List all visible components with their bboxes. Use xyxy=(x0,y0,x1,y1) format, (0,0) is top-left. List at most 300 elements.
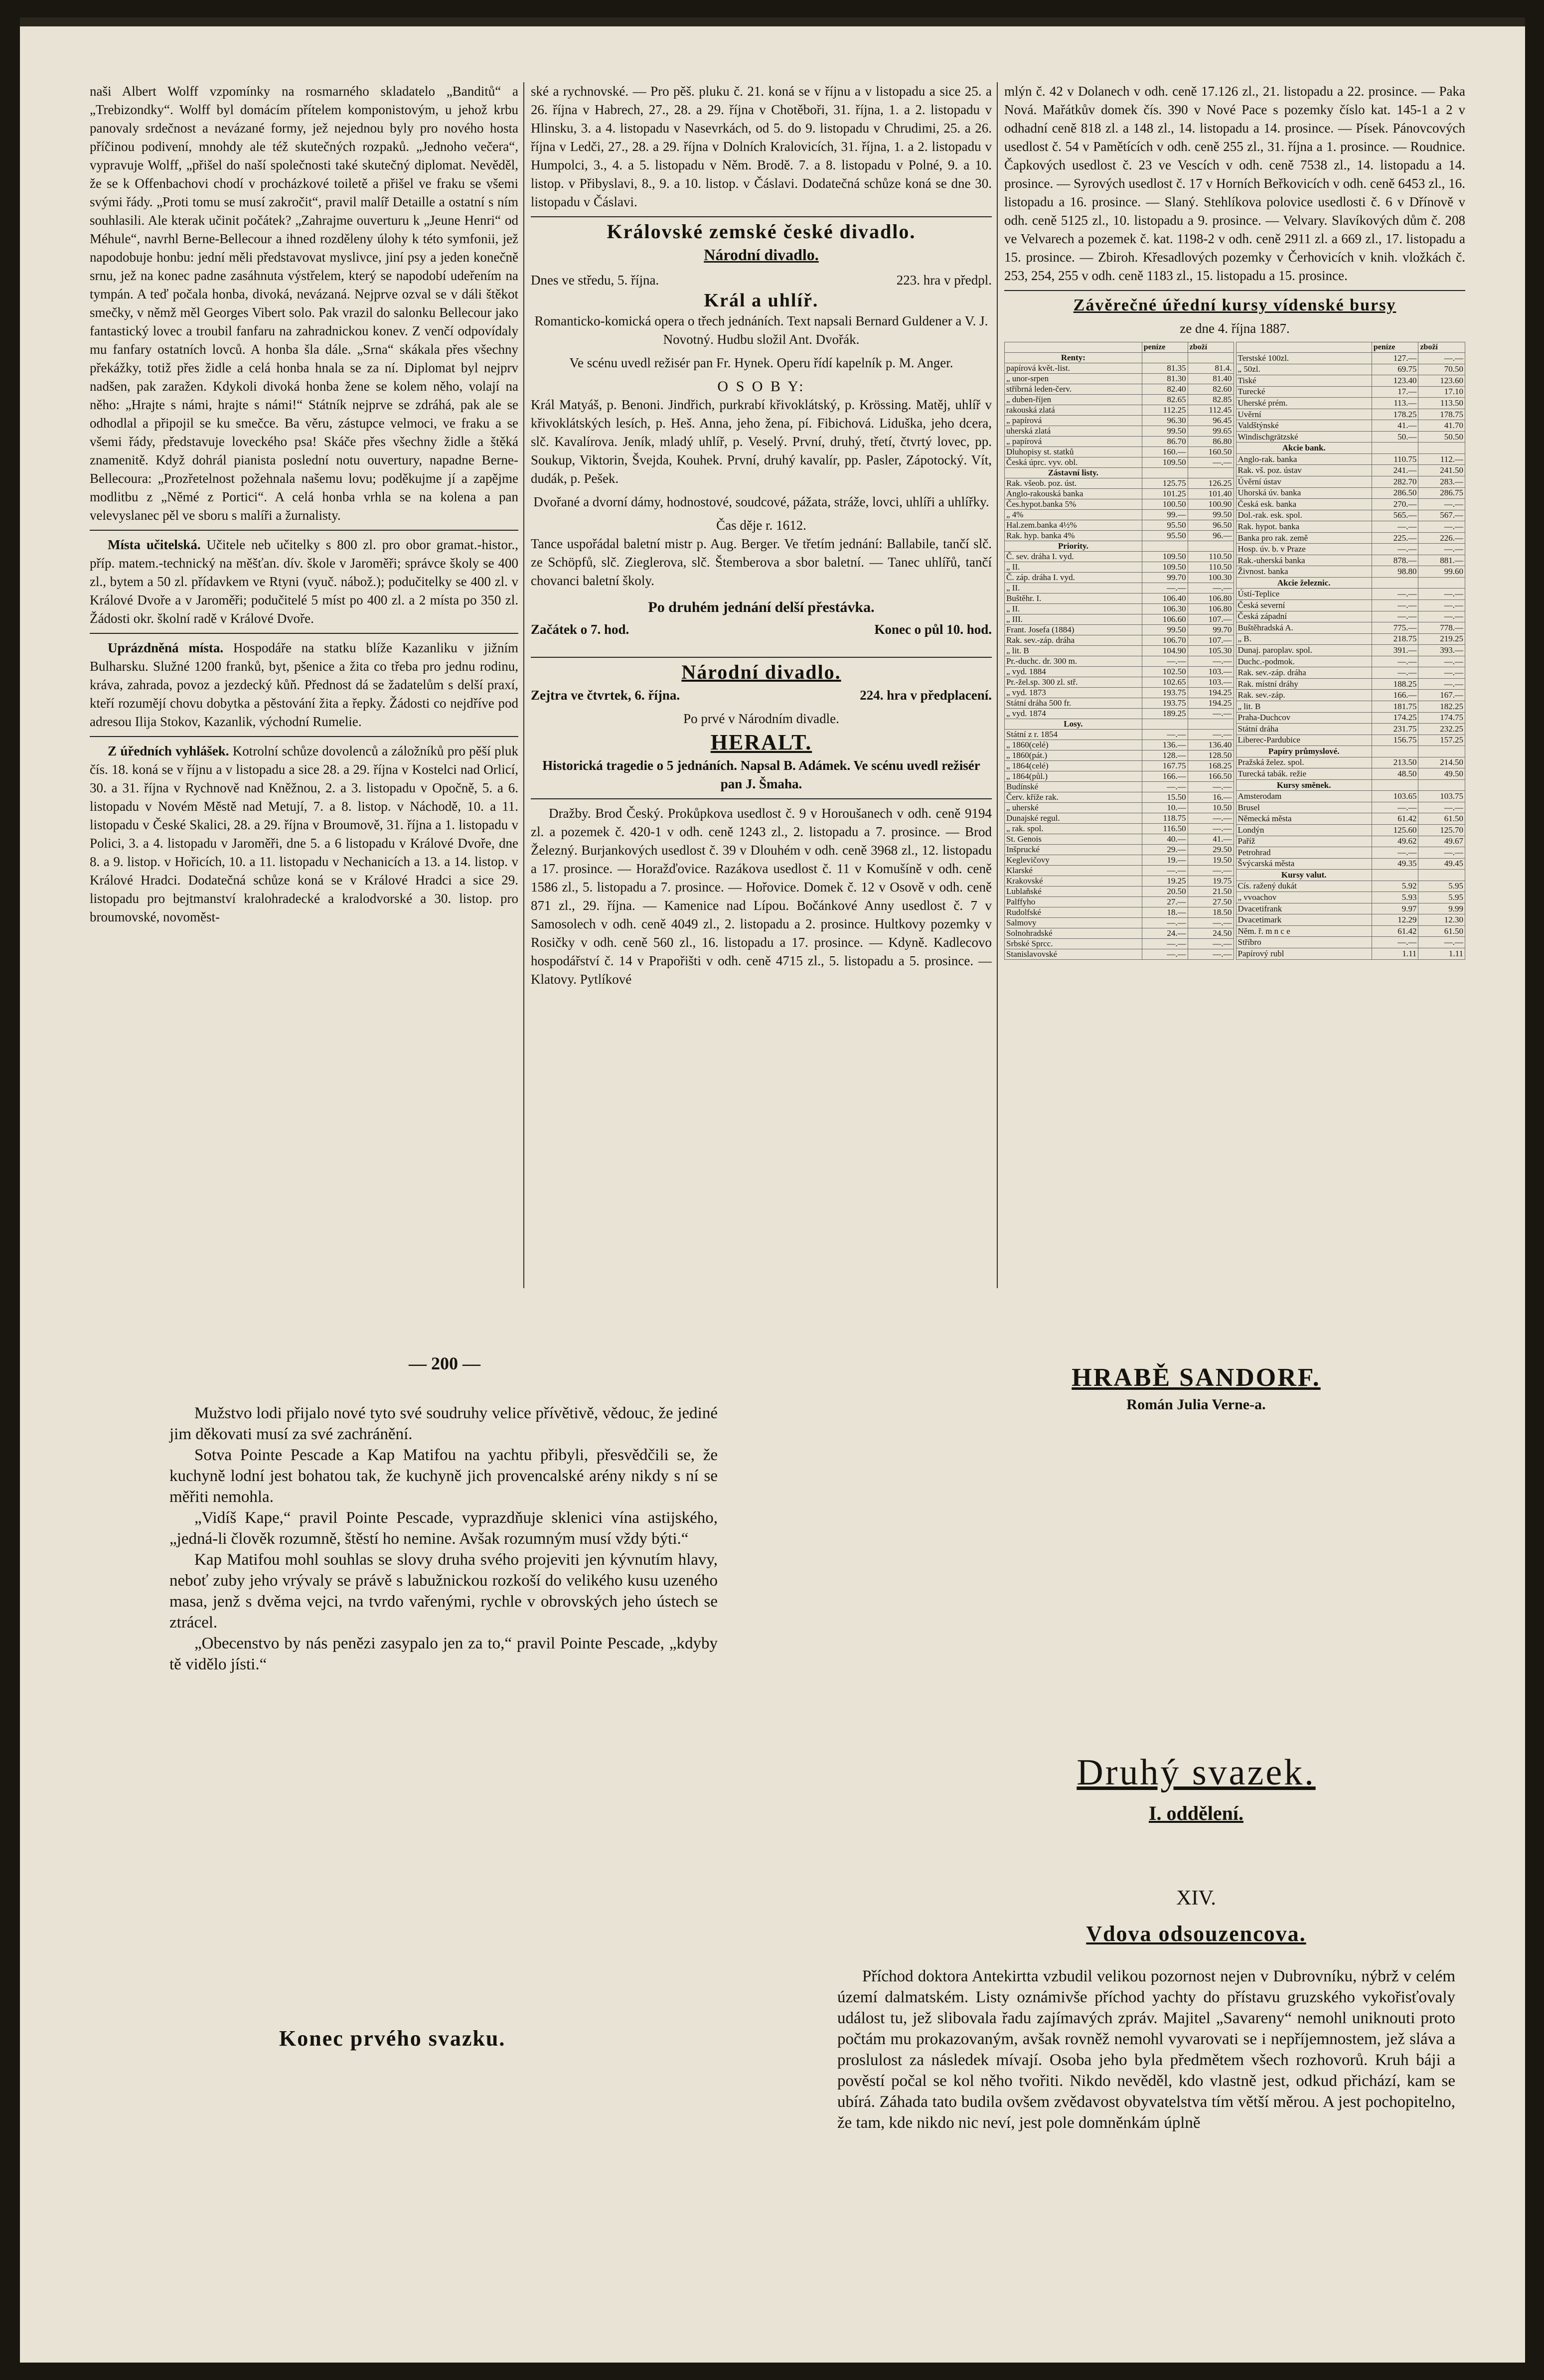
upraz-text: Hospodáře na statku blíže Kazanliku v jižním Bulharsku. Služné 1200 franků, byt, pšenice a žita co třeba pro jednu rodinu, kráva, zahrada, povoz a jezdecký kůň. Přednost dá se žadatelům s delší praxí, kteří rozumějí chovu dobytka a pěstování žita a řepky. Žádosti co nejdříve pod adresou Ilija Stokov, Kazanlik, východní Rumelie. xyxy=(90,640,518,729)
price-cell: —.— xyxy=(1372,544,1418,555)
security-name: Rak.-uherská banka xyxy=(1236,555,1372,566)
security-name: Česká úprc. vyv. obl. xyxy=(1005,457,1142,468)
story-paragraph: Sotva Pointe Pescade a Kap Matifou na yachtu přibyli, přesvědčili se, že kuchyně lodní jest bohatou tak, že kuchyně jich provencalské arény nikdy s ní se měřiti nemohla. xyxy=(169,1446,718,1506)
price-cell: 214.50 xyxy=(1418,757,1465,768)
security-name: Dvacetimark xyxy=(1236,914,1372,926)
story-right xyxy=(837,1966,1455,2345)
table-row xyxy=(1236,779,1465,791)
price-cell: 136.— xyxy=(1142,740,1188,750)
security-name: „ 1860(pát.) xyxy=(1005,750,1142,761)
security-name: „ II. xyxy=(1005,583,1142,594)
table-row xyxy=(1236,701,1465,712)
price-cell: —.— xyxy=(1188,918,1234,928)
price-cell: 19.25 xyxy=(1142,876,1188,887)
price-cell: 286.50 xyxy=(1372,487,1418,499)
security-name: Solnohradské xyxy=(1005,928,1142,939)
price-cell: 5.95 xyxy=(1418,881,1465,892)
price-cell: 20.50 xyxy=(1142,887,1188,897)
theatre-heading: Královské zemské české divadlo. xyxy=(607,220,916,243)
section-title: I. oddělení. xyxy=(1148,1802,1244,1824)
price-cell: 103.— xyxy=(1188,677,1234,688)
price-cell: 21.50 xyxy=(1188,887,1234,897)
price-cell: 49.35 xyxy=(1372,858,1418,870)
table-row xyxy=(1236,375,1465,387)
price-cell: 103.75 xyxy=(1418,791,1465,802)
security-name: Uvěrní xyxy=(1236,409,1372,420)
price-cell: 241.— xyxy=(1372,465,1418,476)
table-row xyxy=(1236,836,1465,847)
security-name: Cís. ražený dukát xyxy=(1236,881,1372,892)
table-row xyxy=(1005,353,1234,363)
table-row xyxy=(1005,363,1234,374)
price-cell: —.— xyxy=(1372,656,1418,667)
table-row xyxy=(1236,510,1465,521)
divider xyxy=(90,633,518,634)
price-cell xyxy=(1372,746,1418,757)
price-cell: —.— xyxy=(1142,782,1188,792)
price-cell: 99.— xyxy=(1142,510,1188,520)
price-cell: 110.50 xyxy=(1188,562,1234,573)
table-row xyxy=(1005,499,1234,510)
table-row xyxy=(1005,573,1234,583)
price-cell: 106.40 xyxy=(1142,594,1188,604)
price-cell: —.— xyxy=(1142,866,1188,876)
table-header xyxy=(1236,342,1372,353)
table-row xyxy=(1005,541,1234,552)
security-name: Dunajské regul. xyxy=(1005,813,1142,824)
date-right: 223. hra v předpl. xyxy=(896,273,992,288)
price-cell: —.— xyxy=(1418,353,1465,364)
security-name: Dol.-rak. esk. spol. xyxy=(1236,510,1372,521)
table-row xyxy=(1005,939,1234,949)
table-row xyxy=(1236,656,1465,667)
price-cell: 82.60 xyxy=(1188,384,1234,395)
table-row xyxy=(1005,457,1234,468)
security-name: Rak. všeob. poz. úst. xyxy=(1005,478,1142,489)
price-cell: 123.60 xyxy=(1418,375,1465,387)
security-name: „ II. xyxy=(1005,604,1142,614)
table-row xyxy=(1236,532,1465,544)
table-header: zboží xyxy=(1188,342,1234,353)
security-name: „ rak. spol. xyxy=(1005,824,1142,834)
price-cell: —.— xyxy=(1418,499,1465,510)
table-row xyxy=(1236,409,1465,420)
price-cell: —.— xyxy=(1372,589,1418,600)
table-row xyxy=(1236,431,1465,443)
price-cell: 156.75 xyxy=(1372,735,1418,746)
price-cell: 86.80 xyxy=(1188,437,1234,447)
price-cell: 100.90 xyxy=(1188,499,1234,510)
table-row xyxy=(1236,746,1465,757)
price-cell: 99.60 xyxy=(1418,566,1465,578)
story-paragraph: „Vidíš Kape,“ pravil Pointe Pescade, vyprazdňuje sklenici vína astijského, „jedná-li člověk rozumně, štěstí ho nemine. Avšak rozumným musí vždy býti.“ xyxy=(169,1509,718,1548)
table-row xyxy=(1005,782,1234,792)
price-cell: 102.65 xyxy=(1142,677,1188,688)
table-row xyxy=(1005,803,1234,813)
price-cell: 9.99 xyxy=(1418,903,1465,914)
table-row xyxy=(1236,735,1465,746)
security-name: „ vyd. 1884 xyxy=(1005,667,1142,677)
table-row xyxy=(1236,870,1465,881)
price-cell xyxy=(1418,870,1465,881)
price-cell: 157.25 xyxy=(1418,735,1465,746)
security-name: „ B. xyxy=(1236,633,1372,645)
price-cell: 5.95 xyxy=(1418,892,1465,903)
table-row xyxy=(1236,858,1465,870)
price-cell: 174.25 xyxy=(1372,712,1418,724)
security-name: Keglevičovy xyxy=(1005,855,1142,866)
table-row xyxy=(1005,478,1234,489)
security-name: Uhorská úv. banka xyxy=(1236,487,1372,499)
security-name: Rak. sev.-záp. dráha xyxy=(1005,635,1142,646)
table-row xyxy=(1236,914,1465,926)
price-cell: 567.— xyxy=(1418,510,1465,521)
table-row xyxy=(1005,834,1234,845)
security-name: Akcie železnic. xyxy=(1236,577,1372,589)
column-divider xyxy=(997,82,998,1288)
security-name: „ vyd. 1873 xyxy=(1005,688,1142,698)
price-cell: 178.75 xyxy=(1418,409,1465,420)
security-name: Windischgrätzské xyxy=(1236,431,1372,443)
security-name: Krakovské xyxy=(1005,876,1142,887)
novel-author: Román Julia Verne-a. xyxy=(1126,1396,1266,1413)
pause-note: Po druhém jednání delší přestávka. xyxy=(648,599,875,615)
table-row xyxy=(1236,824,1465,836)
table-row xyxy=(1005,416,1234,426)
table-row xyxy=(1236,948,1465,959)
end-time: Konec o půl 10. hod. xyxy=(874,622,992,637)
security-name: „ vvoachov xyxy=(1236,892,1372,903)
table-row xyxy=(1236,678,1465,690)
price-cell: —.— xyxy=(1418,656,1465,667)
price-cell xyxy=(1372,577,1418,589)
security-name: Frant. Josefa (1884) xyxy=(1005,625,1142,635)
table-row xyxy=(1236,937,1465,948)
table-row xyxy=(1005,614,1234,625)
price-cell xyxy=(1418,443,1465,454)
price-cell: 15.50 xyxy=(1142,792,1188,803)
security-name: Turecké xyxy=(1236,386,1372,398)
price-cell: 95.50 xyxy=(1142,520,1188,531)
table-row xyxy=(1005,395,1234,405)
price-cell: 27.50 xyxy=(1188,897,1234,907)
table-header: peníze xyxy=(1372,342,1418,353)
table-row xyxy=(1005,824,1234,834)
security-name: Srbské Sprcc. xyxy=(1005,939,1142,949)
page-number: — 200 — xyxy=(409,1353,480,1373)
upraz-section xyxy=(90,639,518,731)
price-cell xyxy=(1418,746,1465,757)
price-cell: 112.25 xyxy=(1142,405,1188,416)
price-cell: 168.25 xyxy=(1188,761,1234,771)
end-of-volume: Konec prvého svazku. xyxy=(279,2026,506,2051)
table-row xyxy=(1236,768,1465,780)
price-cell: 106.60 xyxy=(1142,614,1188,625)
table-row xyxy=(1236,364,1465,375)
security-name: „ 1860(celé) xyxy=(1005,740,1142,750)
security-name: Rudolfské xyxy=(1005,907,1142,918)
price-cell: 110.50 xyxy=(1188,552,1234,562)
table-row xyxy=(1005,594,1234,604)
price-cell: 12.30 xyxy=(1418,914,1465,926)
price-cell: 188.25 xyxy=(1372,678,1418,690)
price-cell: 49.62 xyxy=(1372,836,1418,847)
price-cell: 125.70 xyxy=(1418,824,1465,836)
price-cell: 103.65 xyxy=(1372,791,1418,802)
security-name: Anglo-rak. banka xyxy=(1236,453,1372,465)
table-row xyxy=(1236,813,1465,825)
table-row xyxy=(1236,600,1465,611)
price-cell: 95.50 xyxy=(1142,531,1188,541)
upraz-heading: Uprázdněná místa. xyxy=(108,640,224,655)
table-row xyxy=(1005,447,1234,457)
security-name: Úvěrní ústav xyxy=(1236,476,1372,488)
security-name: „ 1864(celé) xyxy=(1005,761,1142,771)
table-row xyxy=(1236,521,1465,533)
price-cell: 50.— xyxy=(1372,431,1418,443)
price-cell: —.— xyxy=(1142,730,1188,740)
security-name: Německá města xyxy=(1236,813,1372,825)
tomorrow-right: 224. hra v předplacení. xyxy=(860,688,992,703)
price-cell: —.— xyxy=(1372,600,1418,611)
urad-heading: Z úředních vyhlášek. xyxy=(108,744,229,758)
price-cell: 99.70 xyxy=(1142,573,1188,583)
price-cell: 109.50 xyxy=(1142,457,1188,468)
price-cell: 166.— xyxy=(1142,771,1188,782)
price-cell: 61.50 xyxy=(1418,813,1465,825)
price-cell: —.— xyxy=(1418,611,1465,622)
price-cell: 1.11 xyxy=(1372,948,1418,959)
price-cell: 18.— xyxy=(1142,907,1188,918)
price-cell: —.— xyxy=(1372,521,1418,533)
security-name: Rak. vš. poz. ústav xyxy=(1236,465,1372,476)
price-cell: 99.50 xyxy=(1142,426,1188,437)
page-top-border xyxy=(20,17,1525,26)
urad-section xyxy=(90,742,518,926)
security-name: Kursy valut. xyxy=(1236,870,1372,881)
wolff-article: naši Albert Wolff vzpomínky na rosmarného skladatelo „Banditů“ a „Trebizondky“. Wolff byl domácím přítelem komponistovým, u jehož krbu panovaly srdečnost a nevázané formy, jež nejednou byly pro nového hosta příčinou podivení, mnohdy ale též skutečných rozpaků. „Jednoho večera“, vypravuje Wolff, „přišel do naší společnosti také skutečný diplomat. Nevěděl, že se k Offenbachovi chodí v procházkové toiletě a přišel ve fraku se všemi svými řády. „Proti tomu se musí zakročit“, pravil malíř Detaille a ostatní s ním souhlasili. Ale kterak učinit počátek? „Zahrajme ouverturu k „Jeune Henri“ od Méhule“, navrhl Berne-Bellecour a ihned rozděleny úlohy k této symfonii, jež napodobuje honbu: jední měli představovat myslivce, jiní psy a jeden konečně srnu, jež na konec padne zasáhnuta výstřelem, který se napodobí udeřením na tympán. A teď počala honba, divoká, nevázaná. Nejprve ozval se v dáli štěkot smečky, v němž měl Georges Vibert solo. Pak vrazil do salonku Bellecour jako fantastický lovec a troubil fanfaru na zahradnickou konev. Z venčí odpovídaly mu fanfary ostatních lovců. A honba šla dále. „Srna“ skákala přes všechny překážky, totiž přes židle a celá honba hnala se za ní. Diplomat byl nejprv nadšen, pak zaražen. Kdykoli divoká honba žene se kolem něho, volají na něho: „Hrajte s námi, hrajte s námi!“ Státník nejprve se zdráhá, pak ale se odhodlal a připojil se ku smečce. Ba věru, zástupce velmoci, ve fraku a se všemi řády, představuje loveckého psa! Skáče přes všechny židle a štěká znamenitě. Když dohrál pianista poslední notu ouvertury, napadne Berne-Bellecoura: „Prozřetelnost požehnala našemu lovu; poděkujme jí a zapějme modlitbu z „Němé z Portici“. A celá honba vrhla se na kolena a pan velevyslanec pěl ve sboru s malíři a žurnalisty. xyxy=(90,84,518,523)
price-cell: 99.70 xyxy=(1188,625,1234,635)
security-name: Rak. místní dráhy xyxy=(1236,678,1372,690)
security-name: „ 4% xyxy=(1005,510,1142,520)
price-cell: 283.— xyxy=(1418,476,1465,488)
security-name: Stanislavovské xyxy=(1005,949,1142,960)
table-row xyxy=(1005,771,1234,782)
table-row xyxy=(1005,625,1234,635)
price-cell: 27.— xyxy=(1142,897,1188,907)
price-cell: 41.— xyxy=(1188,834,1234,845)
price-cell: 127.— xyxy=(1372,353,1418,364)
price-cell: —.— xyxy=(1418,678,1465,690)
divider xyxy=(90,530,518,531)
table-row xyxy=(1005,667,1234,677)
security-name: „ vyd. 1874 xyxy=(1005,709,1142,719)
security-name: Salmovy xyxy=(1005,918,1142,928)
price-cell: 123.40 xyxy=(1372,375,1418,387)
price-cell: —.— xyxy=(1418,589,1465,600)
price-cell: 100.50 xyxy=(1142,499,1188,510)
price-cell: 24.— xyxy=(1142,928,1188,939)
price-cell: 70.50 xyxy=(1418,364,1465,375)
security-name: Buštěhr. I. xyxy=(1005,594,1142,604)
price-cell: —.— xyxy=(1418,521,1465,533)
table-row xyxy=(1236,892,1465,903)
column-1 xyxy=(90,82,518,1288)
chapter-title: Vdova odsouzencova. xyxy=(1086,1922,1306,1946)
table-row xyxy=(1005,855,1234,866)
table-row xyxy=(1005,949,1234,960)
security-name: papírová květ.-list. xyxy=(1005,363,1142,374)
price-cell xyxy=(1372,443,1418,454)
price-cell: 24.50 xyxy=(1188,928,1234,939)
table-row xyxy=(1005,750,1234,761)
table-row xyxy=(1005,374,1234,384)
volume-title: Druhý svazek. xyxy=(1077,1752,1316,1793)
table-row xyxy=(1005,562,1234,573)
price-cell: —.— xyxy=(1188,709,1234,719)
price-cell: 213.50 xyxy=(1372,757,1418,768)
price-cell: —.— xyxy=(1142,939,1188,949)
security-name: Dunaj. paroplav. spol. xyxy=(1236,645,1372,656)
security-name: Paříž xyxy=(1236,836,1372,847)
price-cell: 118.75 xyxy=(1142,813,1188,824)
table-row xyxy=(1236,589,1465,600)
date-left: Dnes ve středu, 5. října. xyxy=(531,273,659,288)
tomorrow-line xyxy=(531,686,992,705)
price-cell: 16.— xyxy=(1188,792,1234,803)
time-of-action: Čas děje r. 1612. xyxy=(716,518,806,533)
security-name: Zástavní listy. xyxy=(1005,468,1142,478)
price-cell: —.— xyxy=(1372,611,1418,622)
table-row xyxy=(1236,903,1465,914)
schuze-text: ské a rychnovské. — Pro pěš. pluku č. 21. koná se v říjnu a v listopadu a sice 25. a 26. října v Habrech, 27., 28. a 29. října v Chotěboři, 31. října, 1. a 2. listopadu v Hlinsku, 3. a 4. listopadu v Nasevrkách, od 5. do 9. listopadu v Chrudimi, 25. a 26. října v Ledči, 27., 28. a 29. října v Dolních Kralovicích, 31. října, 1. a 2. listopadu v Humpolci, 3., 4. a 5. listopadu v Něm. Brodě. 7. a 8. listopadu v Polné, 9. a 10. listop. v Přibyslavi, 8., 9. a 10. listop. v Čáslavi. Dodatečná schůze koná se dne 30. listopadu v Čáslavi. xyxy=(531,84,992,209)
security-name: Hal.zem.banka 4½% xyxy=(1005,520,1142,531)
price-cell: 82.40 xyxy=(1142,384,1188,395)
table-row xyxy=(1236,611,1465,622)
price-cell: 181.75 xyxy=(1372,701,1418,712)
security-name: Č. sev. dráha I. vyd. xyxy=(1005,552,1142,562)
security-name: Rak. hyp. banka 4% xyxy=(1005,531,1142,541)
security-name: rakouská zlatá xyxy=(1005,405,1142,416)
table-row xyxy=(1236,453,1465,465)
price-cell: 49.67 xyxy=(1418,836,1465,847)
price-cell: —.— xyxy=(1188,656,1234,667)
table-row xyxy=(1236,544,1465,555)
price-cell: 775.— xyxy=(1372,622,1418,634)
price-cell: 189.25 xyxy=(1142,709,1188,719)
table-row xyxy=(1005,730,1234,740)
price-cell xyxy=(1142,353,1188,363)
price-cell: 40.— xyxy=(1142,834,1188,845)
story-paragraph: „Obecenstvo by nás penězi zasypalo jen za to,“ pravil Pointe Pescade, „kdyby tě vidělo jísti.“ xyxy=(169,1635,718,1673)
table-row xyxy=(1005,740,1234,750)
table-row xyxy=(1236,353,1465,364)
table-row xyxy=(1005,468,1234,478)
table-row xyxy=(1005,709,1234,719)
price-cell xyxy=(1142,541,1188,552)
table-row xyxy=(1005,876,1234,887)
security-name: Akcie bank. xyxy=(1236,443,1372,454)
kursy-table-left xyxy=(1004,342,1234,960)
price-cell: —.— xyxy=(1418,937,1465,948)
price-cell: 41.— xyxy=(1372,420,1418,432)
price-cell: 565.— xyxy=(1372,510,1418,521)
price-cell: 81.35 xyxy=(1142,363,1188,374)
table-row xyxy=(1005,792,1234,803)
security-name: uherská zlatá xyxy=(1005,426,1142,437)
price-cell: 50.50 xyxy=(1418,431,1465,443)
table-row xyxy=(1236,690,1465,701)
price-cell: —.— xyxy=(1188,782,1234,792)
price-cell: —.— xyxy=(1372,847,1418,859)
table-row xyxy=(1005,552,1234,562)
table-row xyxy=(1005,719,1234,730)
osoby-heading: O S O B Y: xyxy=(717,378,805,395)
price-cell: 81.4. xyxy=(1188,363,1234,374)
mista-text: Učitele neb učitelky s 800 zl. pro obor gramat.-histor., příp. matem.-technický na měšťan. dív. škole v Jaroměři; správce školy se 400 zl., bytem a 50 zl. přídavkem ve Rtyni (vyuč. nábož.); podučitelky se 400 zl. v Králové Dvoře a v Jaroměři; podučitelé 5 míst po 400 zl. a 2 místa po 350 zl. Žádosti okr. školní radě v Králové Dvoře. xyxy=(90,537,518,626)
price-cell xyxy=(1142,468,1188,478)
kursy-heading: Závěrečné úřední kursy vídenské bursy xyxy=(1073,296,1396,314)
price-cell: 193.75 xyxy=(1142,698,1188,709)
price-cell: —.— xyxy=(1188,949,1234,960)
price-cell: —.— xyxy=(1142,949,1188,960)
price-cell xyxy=(1418,577,1465,589)
price-cell: 100.30 xyxy=(1188,573,1234,583)
price-cell: 125.75 xyxy=(1142,478,1188,489)
divider xyxy=(1004,290,1465,291)
security-name: Buštěhradská A. xyxy=(1236,622,1372,634)
price-cell xyxy=(1142,719,1188,730)
price-cell: —.— xyxy=(1372,667,1418,679)
security-name: Petrohrad xyxy=(1236,847,1372,859)
table-row xyxy=(1005,437,1234,447)
price-cell: 10.50 xyxy=(1188,803,1234,813)
table-row xyxy=(1236,667,1465,679)
price-cell: 61.42 xyxy=(1372,813,1418,825)
table-row xyxy=(1005,405,1234,416)
security-name: „ papírová xyxy=(1005,416,1142,426)
price-cell: —.— xyxy=(1418,847,1465,859)
table-row xyxy=(1005,646,1234,656)
price-cell: 178.25 xyxy=(1372,409,1418,420)
chapter-number: XIV. xyxy=(1176,1887,1216,1910)
table-row xyxy=(1005,907,1234,918)
price-cell: 96.50 xyxy=(1188,520,1234,531)
table-row xyxy=(1236,476,1465,488)
price-cell: 282.70 xyxy=(1372,476,1418,488)
table-row xyxy=(1236,724,1465,735)
table-header: peníze xyxy=(1142,342,1188,353)
table-header xyxy=(1005,342,1142,353)
table-row xyxy=(1005,887,1234,897)
price-cell: 1.11 xyxy=(1418,948,1465,959)
security-name: Česká severní xyxy=(1236,600,1372,611)
security-name: Stříbro xyxy=(1236,937,1372,948)
price-cell: 174.75 xyxy=(1418,712,1465,724)
first-time: Po prvé v Národním divadle. xyxy=(683,711,839,726)
security-name: Švýcarská města xyxy=(1236,858,1372,870)
security-name: „ lit. B xyxy=(1005,646,1142,656)
table-row xyxy=(1005,897,1234,907)
table-row xyxy=(1005,531,1234,541)
price-cell: 69.75 xyxy=(1372,364,1418,375)
price-cell: —.— xyxy=(1372,802,1418,813)
urad-text: Kotrolní schůze dovolenců a záložníků pro pěší pluk čís. 18. koná se v říjnu a v listopadu a sice 28. a 29. října v Kostelci nad Orlicí, 30. a 31. října v Rychnově nad Kněžnou, 2. a 3. listopadu v Opočně, 5. a 6. listopadu v Novém Městě nad Metují, 7. a 8. listop. v Náchodě, 10. a 11. listopadu v České Skalici, 28. a 29. října v Broumově, 31. října a 1. listopadu v Polici, 3. a 4. listopadu v Jaroměři, dne 5. a 6 listopadu v Králové Dvoře, dne 8. a 9. listop. v Hořicích, 10. a 11. listopadu v Nechanicích a 13. a 14. listop. v Králové Hradci. Dodatečná schůze koná se v Králové Hradci a sice 29. listopadu pro bejtmanství kralohradecké a kralodvorské a 30. listop. pro broumovské, novoměst- xyxy=(90,744,518,924)
table-row xyxy=(1236,420,1465,432)
table-row xyxy=(1236,566,1465,578)
table-row xyxy=(1005,384,1234,395)
security-name: Banka pro rak. země xyxy=(1236,532,1372,544)
